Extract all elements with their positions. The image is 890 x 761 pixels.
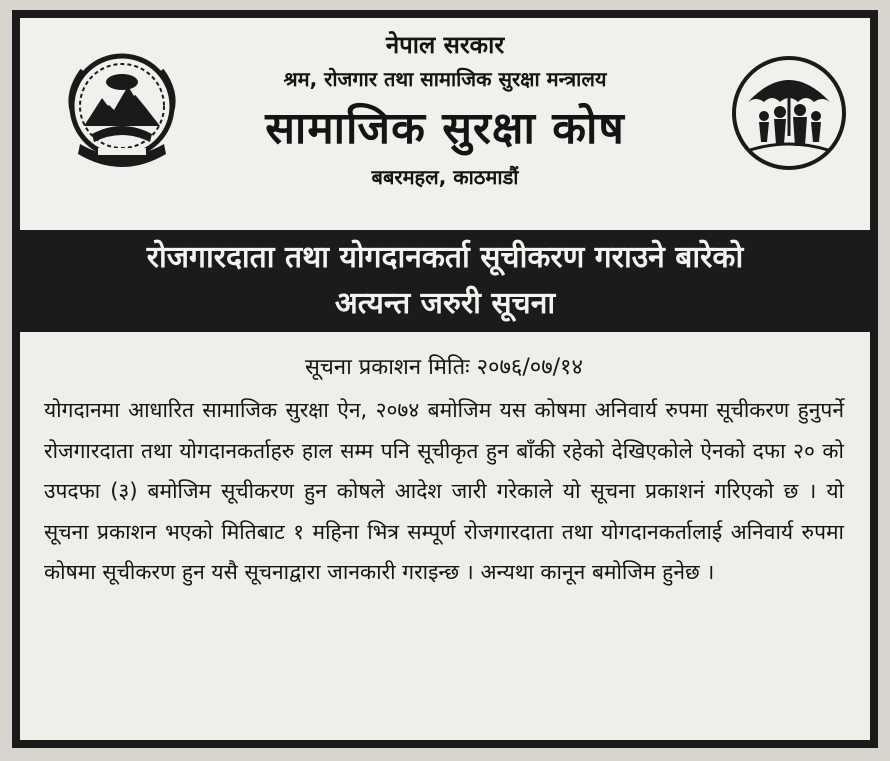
nepal-emblem-icon: [62, 48, 182, 178]
publication-date: सूचना प्रकाशन मितिः २०७६/०७/१४: [305, 355, 583, 380]
social-security-fund-umbrella-icon: [730, 54, 848, 172]
notice-paragraph: योगदानमा आधारित सामाजिक सुरक्षा ऐन, २०७४ बमोजिम यस कोषमा अनिवार्य रुपमा सूचीकरण हुनुपर्ने रोजगारदाता तथा योगदानकर्ताहरु हाल सम्म पनि सूचीकृत हुन बाँकी रहेको देखिएकोले ऐनको दफा २० को उपदफा (३) बमोजिम सूचीकरण हुन कोषले आदेश जारी गरेकाले यो सूचना प्रकाशनं गरिएको छ । यो सूचना प्रकाशन भएको मितिबाट १ महिना भित्र सम्पूर्ण रोजगारदाता तथा योगदानकर्तालाई अनिवार्य रुपमा कोषमा सूचीकरण हुन यसै सूचनाद्वारा जानकारी गराइन्छ । अन्यथा कानून बमोजिम हुनेछ ।: [44, 398, 844, 584]
ministry-name: श्रम, रोजगार तथा सामाजिक सुरक्षा मन्त्रालय: [283, 67, 607, 91]
office-address: बबरमहल, काठमाडौं: [371, 165, 519, 189]
notice-header: [20, 18, 870, 230]
header-title-block: [190, 28, 700, 192]
fund-name: सामाजिक सुरक्षा कोष: [265, 103, 625, 154]
notice-body: [20, 332, 870, 740]
banner-title-line-2: अत्यन्त जरुरी सूचना: [334, 286, 556, 321]
government-name: नेपाल सरकार: [385, 31, 505, 59]
banner-title-line-1: रोजगारदाता तथा योगदानकर्ता सूचीकरण गराउने बारेको: [146, 240, 744, 275]
notice-banner: [12, 230, 878, 330]
notice-advertisement: [12, 10, 878, 748]
